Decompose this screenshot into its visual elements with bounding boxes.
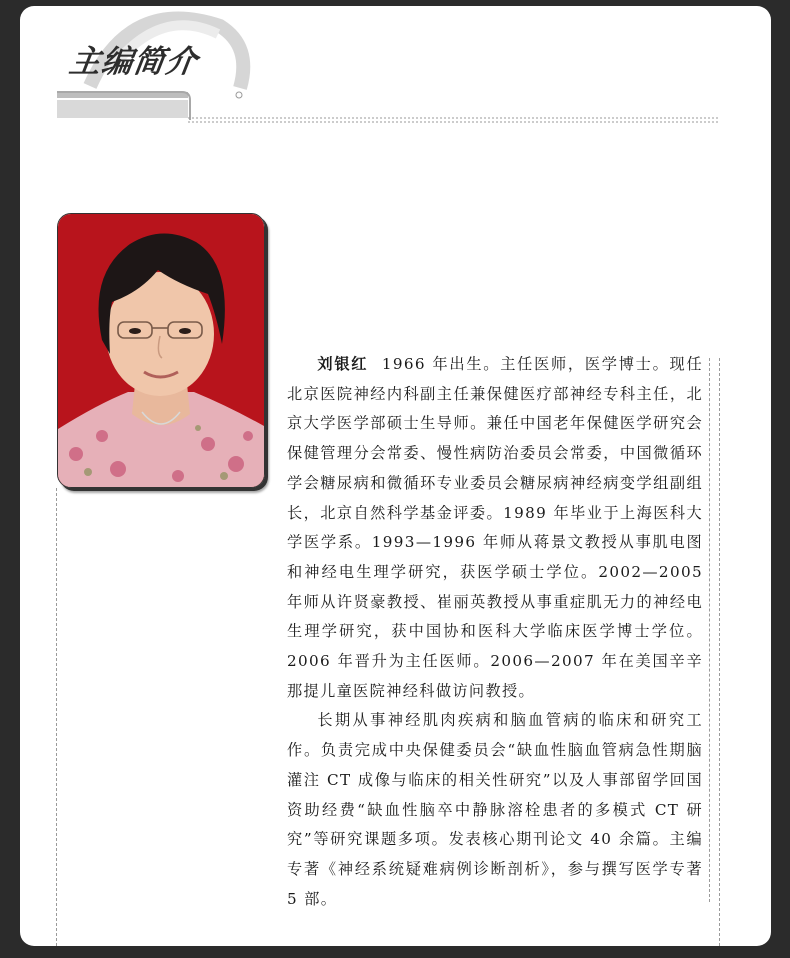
portrait-photo [57, 213, 265, 488]
biography [287, 350, 703, 914]
page [20, 6, 771, 946]
right-dashed-rule-inner [709, 358, 710, 902]
bio-paragraph-1 [287, 350, 703, 706]
editor-name: 刘银红 [317, 355, 369, 373]
left-dashed-rule [56, 488, 57, 946]
right-dashed-rule-outer [719, 358, 720, 946]
portrait-illustration [58, 214, 264, 487]
bio-paragraph-1-text: 1966 年出生。主任医师，医学博士。现任北京医院神经内科副主任兼保健医疗部神经专科主任，北京大学医学部硕士生导师。兼任中国老年保健医学研究会保健管理分会常委、慢性病防治委员会常委，中国微循环学会糖尿病和微循环专业委员会糖尿病神经病变学组副组长，北京自然科学基金评委。1989 年毕业于上海医科大学医学系。1993—1996 年师从蒋景文教授从事肌电图和神经电生理学研究，获医学硕士学位。2002—2005 年师从许贤豪教授、崔丽英教授从事重症肌无力的神经电生理学研究，获中国协和医科大学临床医学博士学位。2006 年晋升为主任医师。2006—2007 年在美国辛辛那提儿童医院神经科做访问教授。 [287, 355, 703, 700]
bio-paragraph-2: 长期从事神经肌肉疾病和脑血管病的临床和研究工作。负责完成中央保健委员会“缺血性脑血管病急性期脑灌注 CT 成像与临床的相关性研究”以及人事部留学回国资助经费“缺血性脑卒中静脉溶栓患者的多模式 CT 研究”等研究课题多项。发表核心期刊论文 40 余篇。主编专著《神经系统疑难病例诊断剖析》，参与撰写医学专著 5 部。 [287, 711, 703, 908]
page-title: 主编简介 [66, 44, 201, 80]
